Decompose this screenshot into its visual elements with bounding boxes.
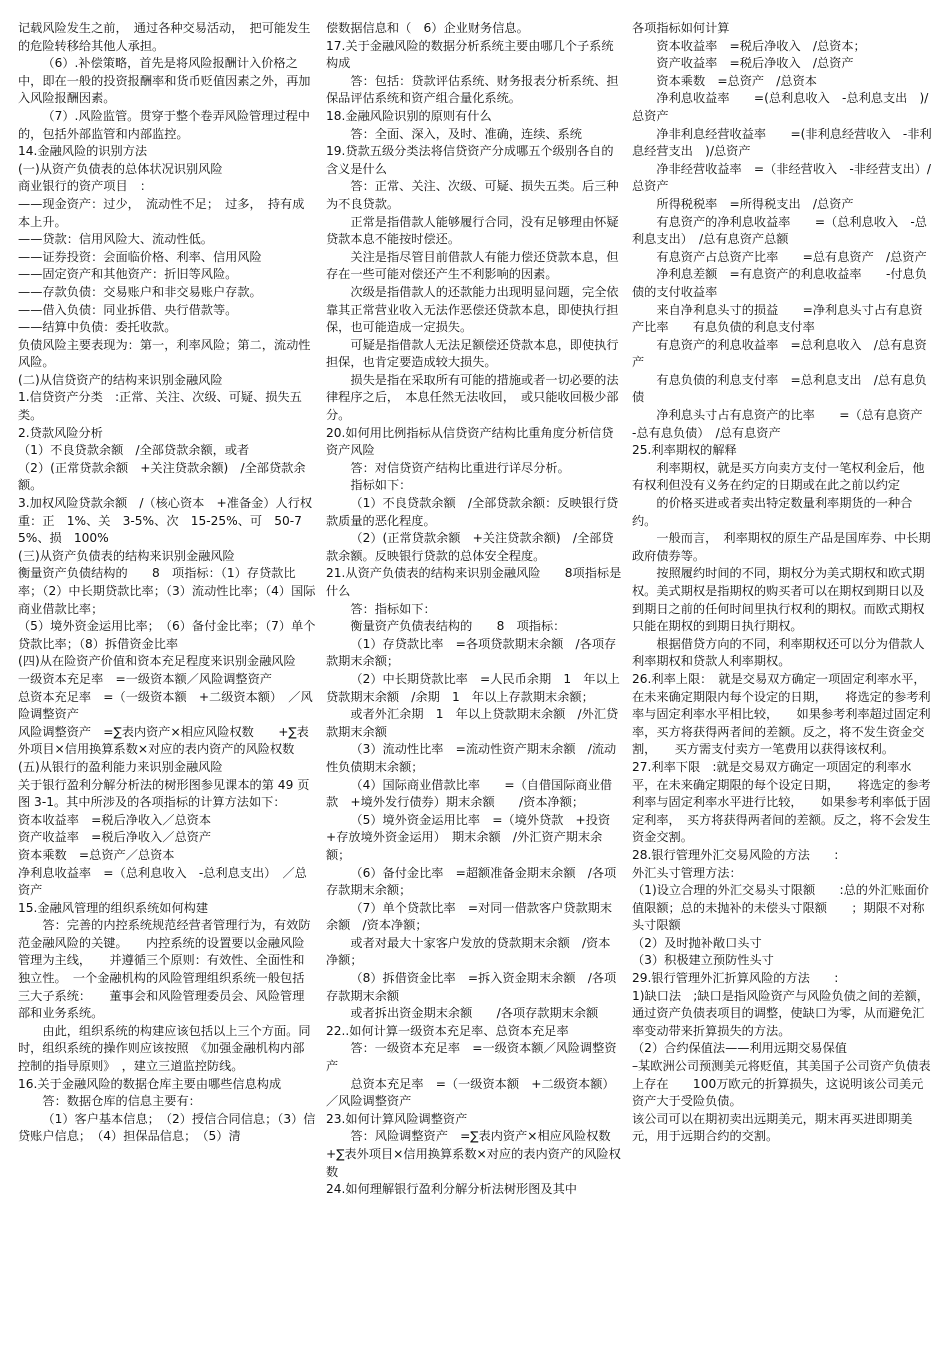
text-line: 该公司可以在期初卖出远期美元，期末再买进即期美元，用于远期合约的交割。 <box>632 1111 913 1144</box>
subsection-heading: (四)从在险资产价值和资本充足程度来识别金融风险 <box>18 654 296 669</box>
text-line: 一般而言， 利率期权的原生产品是国库券、中长期政府债券等。 <box>632 531 931 563</box>
formula-line: 总资本充足率 =（一级资本额 +二级资本额）／风险调整资产 <box>326 1076 615 1109</box>
formula-line: 有息资产占总资产比率 =总有息资产 /总资产 <box>656 249 927 264</box>
formula-line: （2）中长期贷款比率 =人民币余期 1 年以上贷款期末余额 /余期 1 年以上存款期末余额； <box>326 671 620 704</box>
formula-line: 所得税税率 =所得税支出 /总资产 <box>656 196 854 211</box>
section-heading: 27.利率下限 :就是交易双方确定一项固定的利率水平，在未来确定期限的每个设定日期， 将选定的参考利率与固定利率水平进行比较， 如果参考利率低于固定利率， 买方将获得两者间的差额。反之，将不会发生资金交割。 <box>632 759 931 845</box>
subsection-heading: (一)从资产负债表的总体状况识别风险 <box>18 161 223 176</box>
text-line: 损失是指在采取所有可能的措施或者一切必要的法律程序之后， 本息任然无法收回， 或只能收回极少部分。 <box>326 372 619 423</box>
list-item: ——借入负债：同业拆借、央行借款等。 <box>18 302 238 317</box>
text-line: （7）.风险监管。贯穿于整个卷弄风险管理过程中的，包括外部监管和内部监控。 <box>18 108 310 141</box>
text-line: （2）合约保值法——利用远期交易保值 <box>632 1041 847 1056</box>
text-line: 商业银行的资产项目 ： <box>18 179 153 194</box>
section-heading: 21.从资产负债表的结构来识别金融风险 8项指标是什么 <box>326 566 622 598</box>
text-line: 按照履约时间的不同，期权分为美式期权和欧式期权。美式期权是指期权的购买者可以在期权到期日以及到期日之前的任何时间里执行权利的期权。而欧式期权只能在期权的到期日执行期权。 <box>632 566 925 634</box>
formula-line: （4）国际商业借款比率 =（自借国际商业借款 +境外发行债券）期末余额 /资本净额； <box>326 777 613 810</box>
formula-line: （5）境外资金运用比率 =（境外贷款 +投资 +存放境外资金运用） 期末余额 /外汇资产期末余额； <box>326 812 623 862</box>
text-line: （3）积极建立预防性头寸 <box>632 953 774 968</box>
section-heading: 20.如何用比例指标从信贷资产结构比重角度分析信贷资产风险 <box>326 425 614 458</box>
text-line: 的价格买进或者卖出特定数量利率期货的一种合约。 <box>632 496 913 528</box>
text-line: 答：数据仓库的信息主要有： <box>42 1094 201 1109</box>
formula-line: 有息资产的净利息收益率 =（总利息收入 -总利息支出） /总有息资产总额 <box>632 214 927 247</box>
text-line: 答：指标如下： <box>350 601 436 616</box>
text-line: 可疑是指借款人无法足额偿还贷款本息，即使执行担保，也肯定要造成较大损失。 <box>326 337 619 370</box>
text-line: （5）境外资金运用比率； （6）备付金比率；（7）单个贷款比率；（8）拆借资金比率 <box>18 619 316 651</box>
formula-line: 资产收益率 =税后净收入／总资产 <box>18 830 212 845</box>
formula-line: 净利息头寸占有息资产的比率 =（总有息资产 -总有息负债） /总有息资产 <box>632 408 935 440</box>
text-line: 1)缺口法 ;缺口是指风险资产与风险负债之间的差额，通过资产负债表项目的调整，使缺口为零，从而避免汇率变动带来折算损失的方法。 <box>632 988 929 1038</box>
text-line: （2）(正常贷款余额 +关注贷款余额) /全部贷款余额。 <box>18 460 306 493</box>
text-line: 答：包括：贷款评估系统、财务报表分析系统、担保品评估系统和资产组合量化系统。 <box>326 73 619 106</box>
formula-line: 资本乘数 =总资产 /总资本 <box>656 73 817 88</box>
text-line: 衡量资产负债结构的 8 项指标：（1）存贷款比率；（2）中长期贷款比率；（3）流动性比率；（4）国际商业借款比率； <box>18 566 316 616</box>
formula-line: 一级资本充足率 =一级资本额／风险调整资产 <box>18 671 272 686</box>
list-item: ——存款负债：交易账户和非交易账户存款。 <box>18 284 262 299</box>
formula-line: 或者外汇余期 1 年以上贷款期末余额 /外汇贷款期末余额 <box>326 707 619 739</box>
formula-line: 风险调整资产 =∑表内资产×相应风险权数 +∑表外项目×信用换算系数×对应的表内资产的风险权数 <box>18 724 309 757</box>
text-line: （6）.补偿策略，首先是将风险报酬计入价格之中，即在一般的投资报酬率和货币贬值因素之外，再加入风险报酬因素。 <box>18 56 311 106</box>
formula-line: 或者对最大十家客户发放的贷款期末余额 /资本净额； <box>326 935 611 968</box>
section-heading: 29.银行管理外汇折算风险的方法 : <box>632 971 839 986</box>
section-heading: 26.利率上限： 就是交易双方确定一项固定利率水平，在未来确定期限内每个设定的日期， 将选定的参考利率与固定利率水平相比较， 如果参考利率超过固定利率，买方将获得两者间的差额。反之，将不发生资金交割， 买方需支付卖方一笔费用以获得该权利。 <box>632 671 931 757</box>
text-line: 1.信贷资产分类 :正常、关注、次级、可疑、损失五类。 <box>18 390 302 423</box>
list-item: ——贷款：信用风险大、流动性低。 <box>18 232 213 247</box>
text-line: （1)设立合理的外汇交易头寸限额 :总的外汇账面价值限额；总的未抛补的未偿头寸限额 ；期限不对称头寸限额 <box>632 883 929 933</box>
text-line: 2.贷款风险分析 <box>18 425 103 440</box>
formula-line: （1）不良贷款余额 /全部贷款余额：反映银行贷款质量的恶化程度。 <box>326 496 619 528</box>
text-line: –某欧洲公司预测美元将贬值，其美国子公司资产负债表上存在 100万欧元的折算损失，这说明该公司美元资产大于受险负债。 <box>632 1059 931 1109</box>
subsection-heading: (五)从银行的盈利能力来识别金融风险 <box>18 759 223 774</box>
formula-line: 资本收益率 =税后净收入／总资本 <box>18 812 212 827</box>
formula-line: 净非经营收益率 =（非经营收入 -非经营支出）/总资产 <box>632 161 932 194</box>
text-line: 外汇头寸管理方法： <box>632 865 742 880</box>
text-line: 答：正常、关注、次级、可疑、损失五类。后三种为不良贷款。 <box>326 179 619 211</box>
list-item: ——结算中负债：委托收款。 <box>18 320 177 335</box>
formula-line: 总资本充足率 =（一级资本额 +二级资本额） ／风险调整资产 <box>18 689 313 722</box>
subsection-heading: (二)从信贷资产的结构来识别金融风险 <box>18 372 223 387</box>
formula-line: 来自净利息头寸的损益 =净利息头寸占有息资产比率 有息负债的利息支付率 <box>632 302 923 335</box>
text-line: 正常是指借款人能够履行合同，没有足够理由怀疑贷款本息不能按时偿还。 <box>326 214 619 247</box>
formula-line: （3）流动性比率 =流动性资产期末余额 /流动性负债期末余额； <box>326 742 617 774</box>
section-heading: 16.关于金融风险的数据仓库主要由哪些信息构成 <box>18 1076 282 1091</box>
formula-line: 净非利息经营收益率 =(非利息经营收入 -非利息经营支出 )/总资产 <box>632 126 932 159</box>
text-line: 记载风险发生之前， 通过各种交易活动， 把可能发生的危险转移给其他人承担。 <box>18 21 311 53</box>
formula-line: 资产收益率 =税后净收入 /总资产 <box>656 56 854 71</box>
text-line: （2）及时抛补敞口头寸 <box>632 935 762 950</box>
section-heading: 17.关于金融风险的数据分析系统主要由哪几个子系统构成 <box>326 38 614 71</box>
formula-line: 或者拆出资金期末余额 /各项存款期末余额 <box>350 1006 599 1021</box>
text-line: 各项指标如何计算 <box>632 21 730 35</box>
formula-line: 资本收益率 =税后净收入 /总资本； <box>656 38 866 53</box>
formula-line: 有息负债的利息支付率 =总利息支出 /总有息负债 <box>632 372 927 405</box>
text-line: 衡量资产负债表结构的 8 项指标： <box>350 619 566 634</box>
list-item: ——固定资产和其他资产：折旧等风险。 <box>18 267 238 282</box>
formula-line: 答：风险调整资产 =∑表内资产×相应风险权数 +∑表外项目×信用换算系数×对应的表内资产的风险权数 <box>326 1129 623 1179</box>
text-line: 关于银行盈利分解分析法的树形图参见课本的第 49 页图 3-1。其中所涉及的各项指标的计算方法如下： <box>18 777 310 810</box>
section-heading: 22..如何计算一级资本充足率、总资本充足率 <box>326 1023 569 1038</box>
section-heading: 25.利率期权的解释 <box>632 443 737 458</box>
formula-line: （8）拆借资金比率 =拆入资金期末余额 /各项存款期末余额 <box>326 971 617 1003</box>
text-line: 次级是指借款人的还款能力出现明显问题，完全依靠其正常营业收入无法作恶偿还贷款本息，即使执行担保，也可能造成一定损失。 <box>326 284 619 335</box>
column-left <box>18 20 316 1146</box>
list-item: ——现金资产：过少， 流动性不足； 过多， 持有成本上升。 <box>18 196 305 229</box>
section-heading: 23.如何计算风险调整资产 <box>326 1111 468 1126</box>
column-right <box>632 20 935 1146</box>
text-line: 指标如下： <box>350 478 412 493</box>
section-heading: 18.金融风险识别的原则有什么 <box>326 108 492 123</box>
text-line: 3.加权风险贷款余额 /（核心资本 +准备金）人行权重：正 1%、关 3-5%、次 15-25%、可 50-75%、损 100% <box>18 496 313 546</box>
text-line: 由此，组织系统的构建应该包括以上三个方面。同时，组织系统的操作则应该按照 《加强金融机构内部控制的指导原则》 ，建立三道监控防线。 <box>18 1023 311 1074</box>
formula-line: 净利息差额 =有息资产的利息收益率 -付息负债的支付收益率 <box>632 267 927 299</box>
text-line: 利率期权，就是买方向卖方支付一笔权利金后，他有权利但没有义务在约定的日期或在此之前以约定 <box>632 460 925 493</box>
text-line: 答：全面、深入，及时、准确，连续、系统 <box>350 126 582 141</box>
text-line: 偿数据信息和（ 6）企业财务信息。 <box>326 21 529 35</box>
column-middle <box>326 20 622 1199</box>
subsection-heading: (三)从资产负债表的结构来识别金融风险 <box>18 548 235 563</box>
section-heading: 28.银行管理外汇交易风险的方法 : <box>632 847 839 862</box>
formula-line: 有息资产的利息收益率 =总利息收入 /总有息资产 <box>632 337 927 370</box>
formula-line: 资本乘数 =总资产／总资本 <box>18 847 175 862</box>
text-line: 根据借贷方向的不同，利率期权还可以分为借款人利率期权和贷款人利率期权。 <box>632 636 925 669</box>
text-line: （1）客户基本信息； （2）授信合同信息；（3）信贷账户信息； （4）担保品信息； （5）清 <box>18 1111 316 1144</box>
text-line: 负债风险主要表现为：第一，利率风险；第二，流动性风险。 <box>18 337 311 370</box>
section-heading: 14.金融风险的识别方法 <box>18 144 148 159</box>
formula-line: （1）存贷款比率 =各项贷款期末余额 /各项存款期末余额； <box>326 636 617 669</box>
section-heading: 15.金融风管理的组织系统如何构建 <box>18 900 209 915</box>
text-line: 答：完善的内控系统规范经营者管理行为，有效防范金融风险的关键。 内控系统的设置要以金融风险管理为主线， 并遵循三个原则：有效性、全面性和独立性。 一个金融机构的风险管理组织系统一般包括三大子系统： 董事会和风险管理委员会、风险管理部和业务系统。 <box>18 918 311 1021</box>
formula-line: （2）(正常贷款余额 +关注贷款余额) /全部贷款余额。反映银行贷款的总体安全程度。 <box>326 531 614 563</box>
list-item: ——证券投资：会面临价格、利率、信用风险 <box>18 249 262 264</box>
formula-line: 净利息收益率 =（总利息收入 -总利息支出） ／总资产 <box>18 865 307 898</box>
formula-line: 净利息收益率 =(总利息收入 -总利息支出 )/总资产 <box>632 91 929 123</box>
formula-line: （6）备付金比率 =超额准备金期末余额 /各项存款期末余额； <box>326 865 617 898</box>
formula-line: （7）单个贷款比率 =对同一借款客户贷款期末余额 /资本净额； <box>326 900 613 933</box>
section-heading: 19.贷款五级分类法将信贷资产分成哪五个级别各自的含义是什么 <box>326 144 614 176</box>
text-line: 答：对信贷资产结构比重进行详尽分析。 <box>350 460 570 475</box>
section-heading: 24.如何理解银行盈利分解分析法树形图及其中 <box>326 1182 577 1197</box>
text-line: （1）不良贷款余额 /全部贷款余额，或者 <box>18 443 250 458</box>
text-line: 关注是指尽管目前借款人有能力偿还贷款本息，但存在一些可能对偿还产生不利影响的因素。 <box>326 249 619 282</box>
formula-line: 答：一级资本充足率 =一级资本额／风险调整资产 <box>326 1041 617 1074</box>
